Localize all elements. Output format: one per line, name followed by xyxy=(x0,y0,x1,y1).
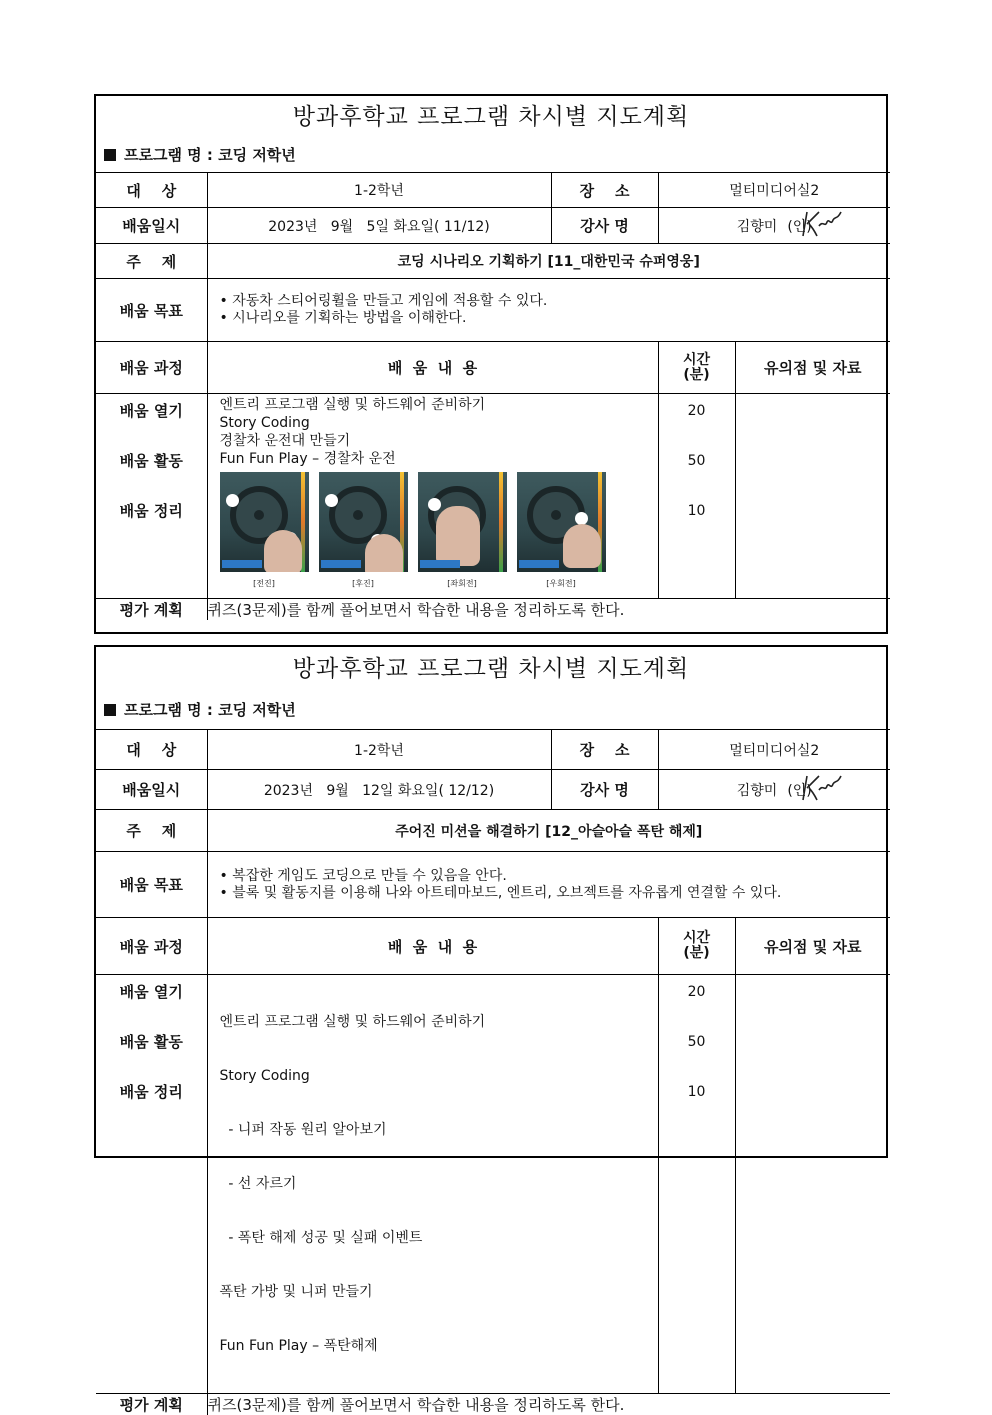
seal-mark: (인) xyxy=(787,783,811,799)
handwritten-signature-icon xyxy=(797,206,847,240)
notes-cell xyxy=(735,975,890,1394)
phase-activity: 배움 활동 xyxy=(96,1025,207,1075)
goal-list xyxy=(207,852,890,918)
phase-open: 배움 열기 xyxy=(96,394,207,444)
date-value: 2023년 9월 12일 화요일( 12/12) xyxy=(207,770,551,810)
topic-label: 주 제 xyxy=(96,810,207,852)
photo-strip xyxy=(220,472,646,593)
photo-caption: [좌회전] xyxy=(418,575,507,593)
topic-value: 코딩 시나리오 기획하기 [11_대한민국 슈퍼영웅] xyxy=(207,244,890,279)
square-bullet-icon xyxy=(104,149,116,161)
goal-item: • 복잡한 게임도 코딩으로 만들 수 있음을 안다. xyxy=(220,868,891,885)
phase-close: 배움 정리 xyxy=(96,1075,207,1125)
teacher-name: 김향미 xyxy=(737,219,778,235)
time-open: 20 xyxy=(659,394,735,444)
notes-label: 유의점 및 자료 xyxy=(735,342,890,394)
content-line: Story Coding xyxy=(220,1067,646,1085)
topic-label: 주 제 xyxy=(96,244,207,279)
place-label: 장 소 xyxy=(551,173,658,208)
program-name: 프로그램 명 : 코딩 저학년 xyxy=(96,138,886,172)
teacher-name: 김향미 xyxy=(737,783,778,799)
phase-column xyxy=(96,975,207,1394)
teacher-label: 강사 명 xyxy=(551,208,658,244)
seal-mark: (인) xyxy=(787,219,811,235)
time-activity: 50 xyxy=(659,1025,735,1075)
phase-activity: 배움 활동 xyxy=(96,444,207,494)
time-close: 10 xyxy=(659,1075,735,1125)
content-line: 폭탄 가방 및 니퍼 만들기 xyxy=(220,1283,646,1301)
content-cell xyxy=(207,394,658,599)
process-label: 배움 과정 xyxy=(96,342,207,394)
time-activity: 50 xyxy=(659,444,735,494)
time-open: 20 xyxy=(659,975,735,1025)
goal-item: • 자동차 스티어링휠을 만들고 게임에 적용할 수 있다. xyxy=(220,293,891,310)
time-column xyxy=(658,394,735,599)
teacher-cell xyxy=(658,208,890,244)
photo-caption: [전진] xyxy=(220,575,309,593)
target-label: 대 상 xyxy=(96,173,207,208)
content-line: 엔트리 프로그램 실행 및 하드웨어 준비하기 xyxy=(220,1013,646,1031)
handwritten-signature-icon xyxy=(797,770,847,804)
notes-label: 유의점 및 자료 xyxy=(735,918,890,975)
target-label: 대 상 xyxy=(96,730,207,770)
goal-list xyxy=(207,279,890,342)
process-label: 배움 과정 xyxy=(96,918,207,975)
photo-caption: [우회전] xyxy=(517,575,606,593)
time-column xyxy=(658,975,735,1394)
place-label: 장 소 xyxy=(551,730,658,770)
eval-label: 평가 계획 xyxy=(96,599,207,621)
content-line: - 니퍼 작동 원리 알아보기 xyxy=(220,1121,646,1139)
content-line: 경찰차 운전대 만들기 xyxy=(220,432,646,450)
teacher-signature xyxy=(737,780,812,800)
plan-title: 방과후학교 프로그램 차시별 지도계획 xyxy=(96,647,886,691)
eval-value: 퀴즈(3문제)를 함께 풀어보면서 학습한 내용을 정리하도록 한다. xyxy=(207,599,890,621)
target-value: 1-2학년 xyxy=(207,173,551,208)
content-line: - 폭탄 해제 성공 및 실패 이벤트 xyxy=(220,1229,646,1247)
photo-backward xyxy=(319,472,408,593)
time-close: 10 xyxy=(659,494,735,544)
plan-table xyxy=(96,172,890,620)
target-value: 1-2학년 xyxy=(207,730,551,770)
lesson-plan-1 xyxy=(94,94,888,634)
date-label: 배움일시 xyxy=(96,770,207,810)
teacher-signature xyxy=(737,216,812,236)
content-line: - 선 자르기 xyxy=(220,1175,646,1193)
content-line: Story Coding xyxy=(220,414,646,432)
plan-title: 방과후학교 프로그램 차시별 지도계획 xyxy=(96,96,886,138)
content-line: Fun Fun Play – 폭탄해제 xyxy=(220,1337,646,1355)
date-value: 2023년 9월 5일 화요일( 11/12) xyxy=(207,208,551,244)
square-bullet-icon xyxy=(104,704,116,716)
time-label: 시간 (분) xyxy=(658,918,735,975)
eval-value: 퀴즈(3문제)를 함께 풀어보면서 학습한 내용을 정리하도록 한다. xyxy=(207,1394,890,1415)
date-label: 배움일시 xyxy=(96,208,207,244)
steering-photo xyxy=(418,472,507,572)
place-value: 멀티미디어실2 xyxy=(658,173,890,208)
content-label: 배 움 내 용 xyxy=(207,342,658,394)
goal-item: • 블록 및 활동지를 이용해 나와 아트테마보드, 엔트리, 오브젝트를 자유롭게 연결할 수 있다. xyxy=(220,885,891,902)
eval-label: 평가 계획 xyxy=(96,1394,207,1415)
phase-open: 배움 열기 xyxy=(96,975,207,1025)
time-label: 시간 (분) xyxy=(658,342,735,394)
program-name: 프로그램 명 : 코딩 저학년 xyxy=(96,691,886,729)
teacher-cell xyxy=(658,770,890,810)
plan-table xyxy=(96,729,890,1415)
lesson-plan-2 xyxy=(94,645,888,1158)
photo-right-turn xyxy=(517,472,606,593)
steering-photo xyxy=(220,472,309,572)
photo-forward xyxy=(220,472,309,593)
steering-photo xyxy=(319,472,408,572)
goal-label: 배움 목표 xyxy=(96,279,207,342)
phase-column xyxy=(96,394,207,599)
goal-label: 배움 목표 xyxy=(96,852,207,918)
teacher-label: 강사 명 xyxy=(551,770,658,810)
place-value: 멀티미디어실2 xyxy=(658,730,890,770)
goal-item: • 시나리오를 기획하는 방법을 이해한다. xyxy=(220,310,891,327)
topic-value: 주어진 미션을 해결하기 [12_아슬아슬 폭탄 해제] xyxy=(207,810,890,852)
steering-photo xyxy=(517,472,606,572)
phase-close: 배움 정리 xyxy=(96,494,207,544)
content-label: 배 움 내 용 xyxy=(207,918,658,975)
notes-cell xyxy=(735,394,890,599)
content-line: 엔트리 프로그램 실행 및 하드웨어 준비하기 xyxy=(220,396,646,414)
photo-left-turn xyxy=(418,472,507,593)
content-line: Fun Fun Play – 경찰차 운전 xyxy=(220,450,646,468)
photo-caption: [후진] xyxy=(319,575,408,593)
content-cell xyxy=(207,975,658,1394)
